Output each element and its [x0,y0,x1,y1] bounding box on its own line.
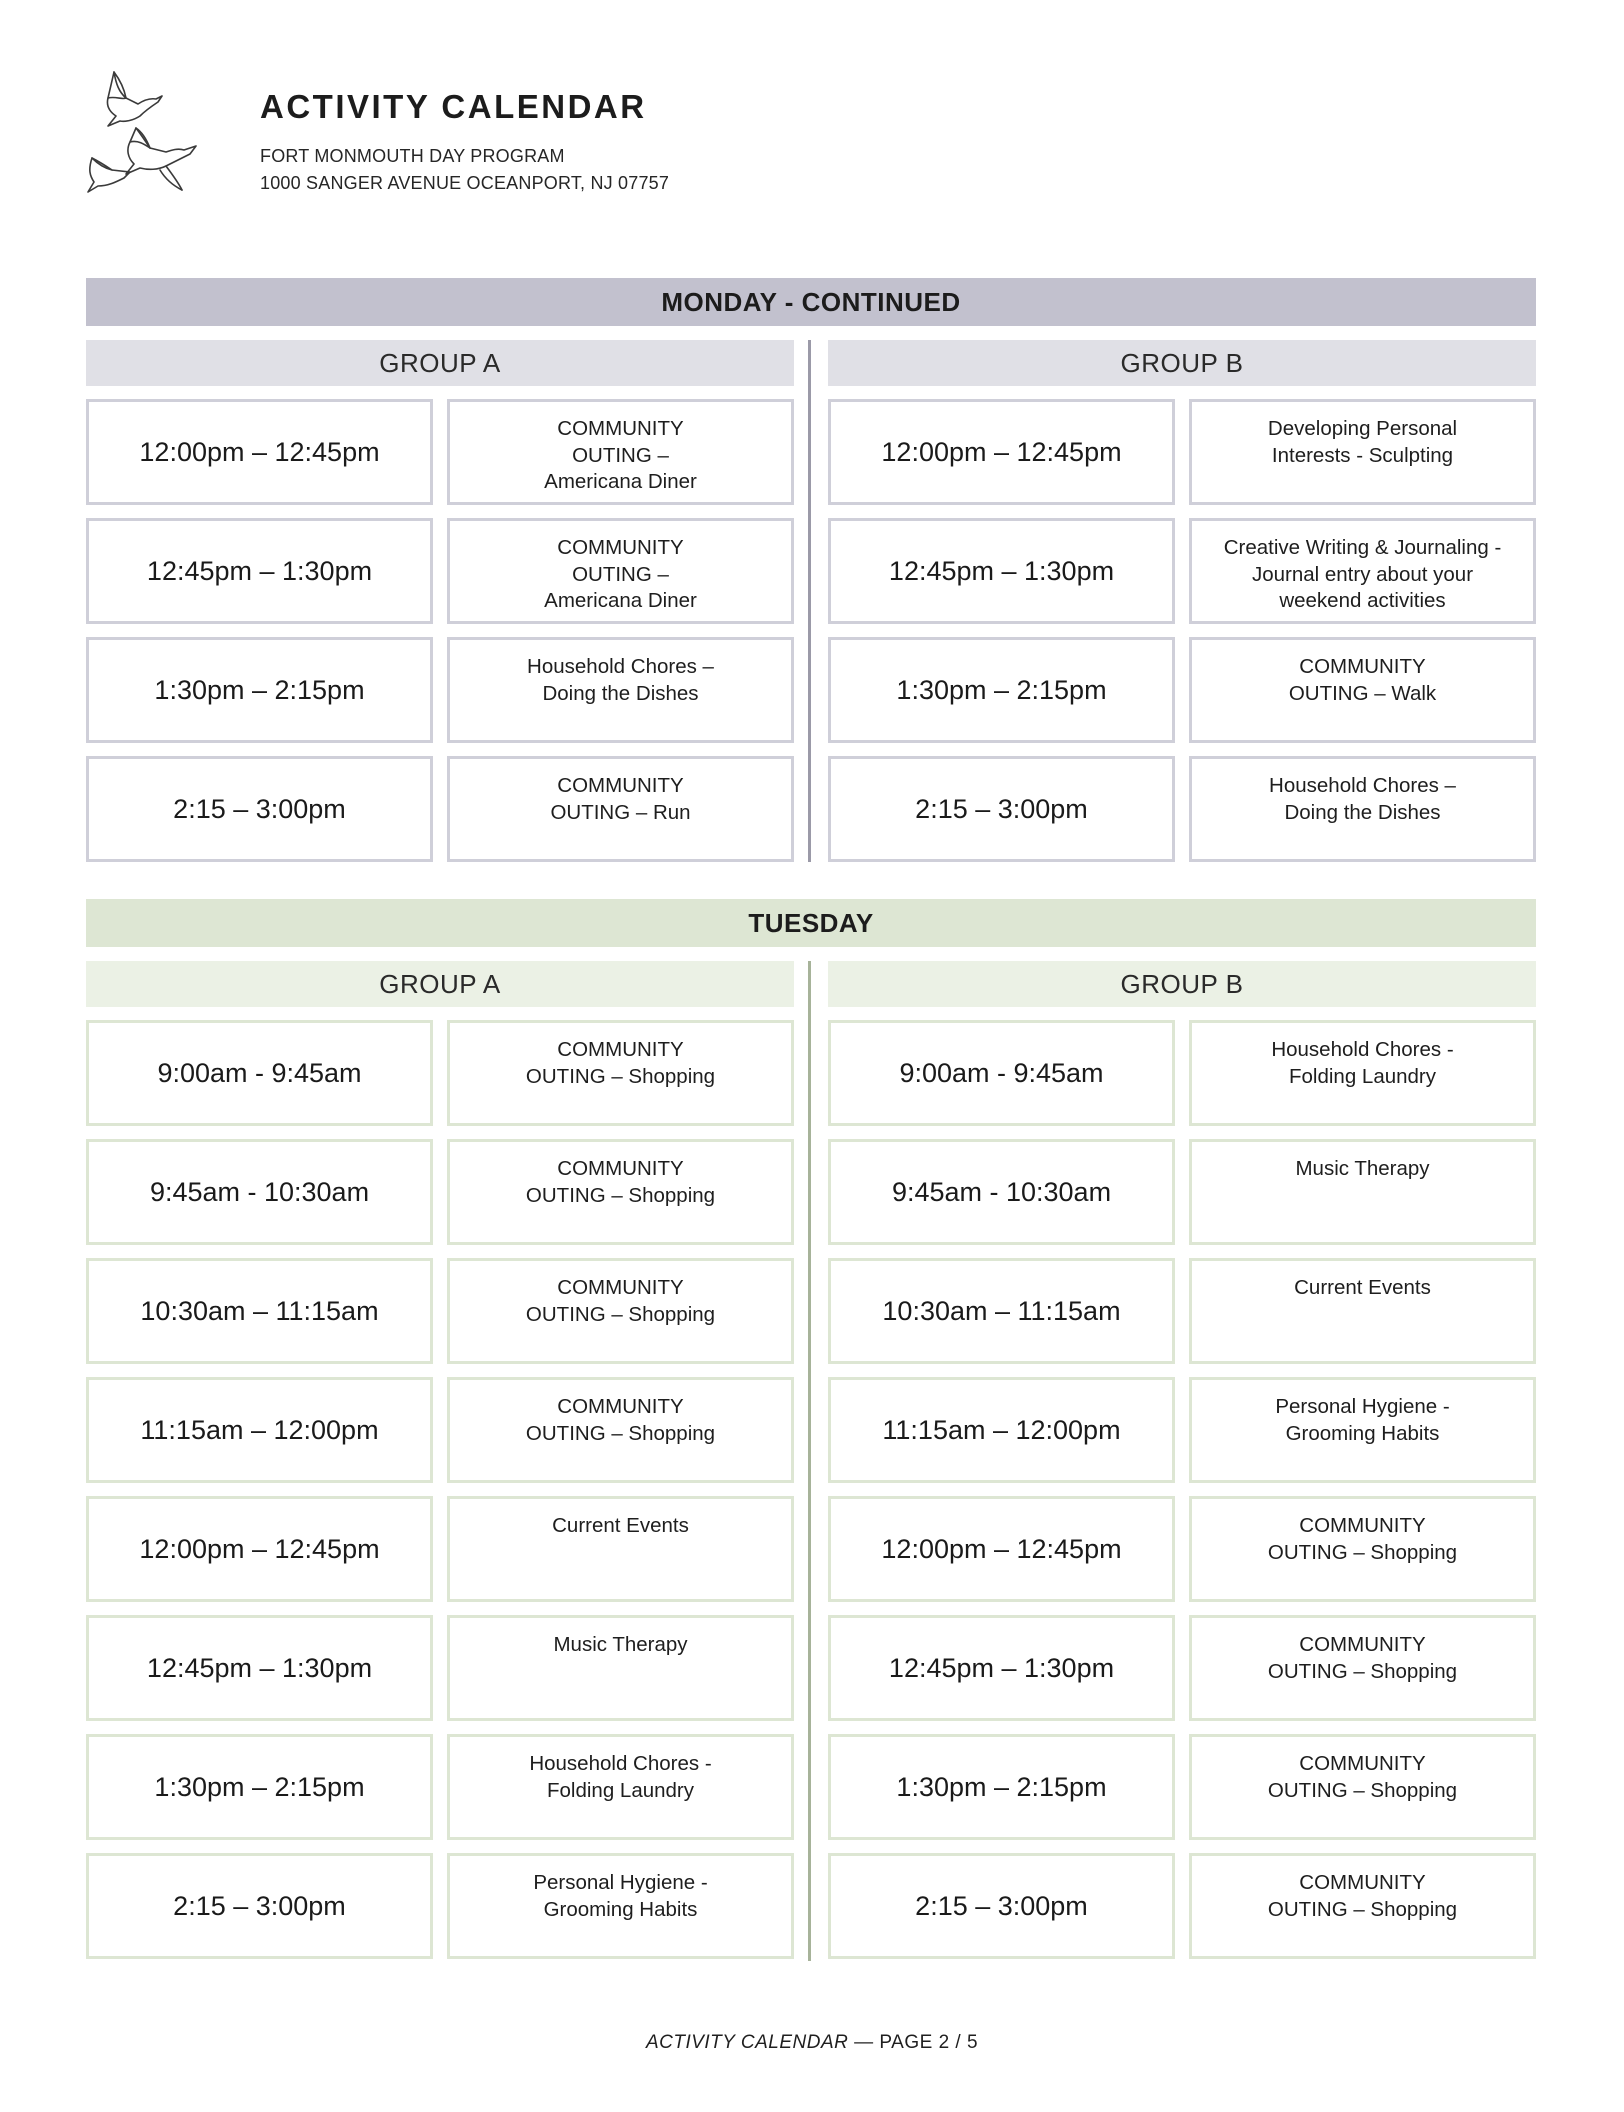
time-slot: 2:15 – 3:00pm [86,756,433,862]
activity: COMMUNITY OUTING – Americana Diner [447,518,794,624]
schedule-row [828,1377,1536,1483]
schedule-row [86,399,794,505]
activity: Personal Hygiene - Grooming Habits [447,1853,794,1959]
schedule-row [86,518,794,624]
day-header-tuesday: TUESDAY [86,899,1536,947]
time-slot: 9:00am - 9:45am [828,1020,1175,1126]
schedule-row [86,1615,794,1721]
schedule-row [828,1853,1536,1959]
schedule-row [828,1020,1536,1126]
page-footer [0,2032,1624,2054]
time-slot: 1:30pm – 2:15pm [828,1734,1175,1840]
time-slot: 9:45am - 10:30am [86,1139,433,1245]
activity: COMMUNITY OUTING – Shopping [1189,1615,1536,1721]
schedule-row [828,399,1536,505]
activity: Music Therapy [1189,1139,1536,1245]
flying-geese-logo-icon [86,66,204,196]
activity: Current Events [1189,1258,1536,1364]
time-slot: 12:00pm – 12:45pm [828,399,1175,505]
activity: COMMUNITY OUTING – Shopping [1189,1853,1536,1959]
activity: COMMUNITY OUTING – Shopping [447,1377,794,1483]
schedule-row [86,1734,794,1840]
activity: Household Chores – Doing the Dishes [447,637,794,743]
activity: COMMUNITY OUTING – Shopping [1189,1496,1536,1602]
time-slot: 2:15 – 3:00pm [86,1853,433,1959]
time-slot: 9:00am - 9:45am [86,1020,433,1126]
schedule-row [828,1615,1536,1721]
tuesday-groups [86,961,1536,1959]
group-divider [808,340,811,862]
monday-groups [86,340,1536,862]
time-slot: 11:15am – 12:00pm [86,1377,433,1483]
schedule-row [86,637,794,743]
schedule-row [86,1377,794,1483]
activity: COMMUNITY OUTING – Run [447,756,794,862]
schedule-row [828,1496,1536,1602]
schedule-row [828,518,1536,624]
tuesday-group-b [828,961,1536,1959]
time-slot: 12:45pm – 1:30pm [828,1615,1175,1721]
activity: COMMUNITY OUTING – Shopping [1189,1734,1536,1840]
organization-address: 1000 SANGER AVENUE OCEANPORT, NJ 07757 [260,173,670,193]
time-slot: 12:00pm – 12:45pm [86,399,433,505]
time-slot: 2:15 – 3:00pm [828,1853,1175,1959]
schedule-row [86,1139,794,1245]
activity: COMMUNITY OUTING – Shopping [447,1258,794,1364]
group-header: GROUP B [828,340,1536,386]
time-slot: 1:30pm – 2:15pm [828,637,1175,743]
schedule-row [828,756,1536,862]
schedule-row [86,756,794,862]
schedule-row [86,1020,794,1126]
time-slot: 12:00pm – 12:45pm [828,1496,1175,1602]
activity: Music Therapy [447,1615,794,1721]
group-header: GROUP A [86,340,794,386]
schedule-row [828,1258,1536,1364]
tuesday-section [86,899,1536,1959]
schedule-row [828,637,1536,743]
activity: Current Events [447,1496,794,1602]
day-header-monday: MONDAY - CONTINUED [86,278,1536,326]
footer-title: ACTIVITY CALENDAR [645,2032,849,2053]
activity: Household Chores – Doing the Dishes [1189,756,1536,862]
time-slot: 9:45am - 10:30am [828,1139,1175,1245]
schedule-row [86,1853,794,1959]
monday-group-b [828,340,1536,862]
activity: COMMUNITY OUTING – Shopping [447,1139,794,1245]
schedule-row [86,1258,794,1364]
group-divider [808,961,811,1961]
activity: COMMUNITY OUTING – Americana Diner [447,399,794,505]
schedule-row [86,1496,794,1602]
time-slot: 12:45pm – 1:30pm [828,518,1175,624]
monday-section [86,278,1536,862]
monday-group-a [86,340,794,862]
time-slot: 1:30pm – 2:15pm [86,637,433,743]
schedule-row [828,1139,1536,1245]
activity: COMMUNITY OUTING – Shopping [447,1020,794,1126]
time-slot: 2:15 – 3:00pm [828,756,1175,862]
activity: Creative Writing & Journaling - Journal entry about your weekend activities [1189,518,1536,624]
time-slot: 12:45pm – 1:30pm [86,518,433,624]
time-slot: 12:45pm – 1:30pm [86,1615,433,1721]
activity: Personal Hygiene - Grooming Habits [1189,1377,1536,1483]
organization-name: FORT MONMOUTH DAY PROGRAM [260,146,565,166]
time-slot: 10:30am – 11:15am [828,1258,1175,1364]
time-slot: 12:00pm – 12:45pm [86,1496,433,1602]
activity: COMMUNITY OUTING – Walk [1189,637,1536,743]
document-title: ACTIVITY CALENDAR [260,88,647,125]
schedule-row [828,1734,1536,1840]
group-header: GROUP A [86,961,794,1007]
group-header: GROUP B [828,961,1536,1007]
page-number: — PAGE 2 / 5 [854,2032,979,2053]
activity: Household Chores - Folding Laundry [1189,1020,1536,1126]
tuesday-group-a [86,961,794,1959]
activity: Developing Personal Interests - Sculpting [1189,399,1536,505]
time-slot: 10:30am – 11:15am [86,1258,433,1364]
activity: Household Chores - Folding Laundry [447,1734,794,1840]
time-slot: 11:15am – 12:00pm [828,1377,1175,1483]
time-slot: 1:30pm – 2:15pm [86,1734,433,1840]
